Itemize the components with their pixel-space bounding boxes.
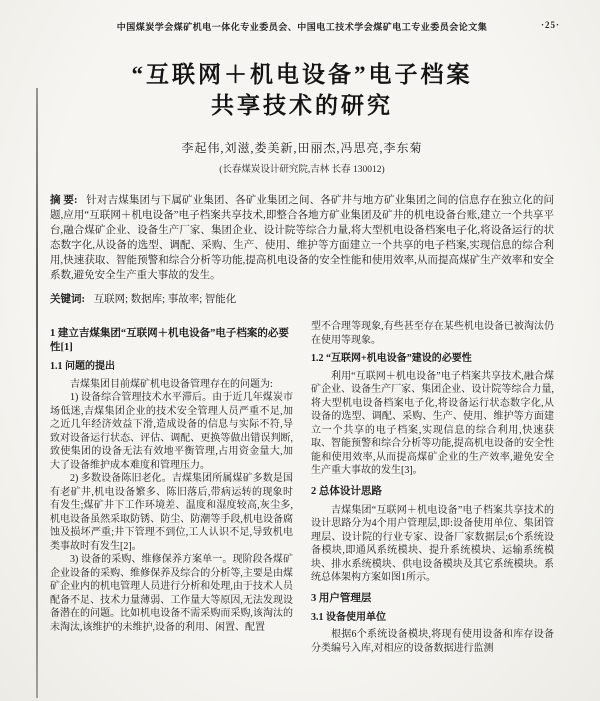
- paper-title-line-1: “互联网＋机电设备”电子档案: [131, 62, 473, 87]
- keywords-text: 互联网; 数据库; 事故率; 智能化: [93, 294, 237, 305]
- paragraph: 根据6个系统设备模块,将现有使用设备和库存设备分类编号入库,对相应的设备数据进行监测: [311, 629, 554, 654]
- right-column: [311, 320, 554, 655]
- section-heading-1-1: 1.1 问题的提出: [50, 361, 115, 372]
- paragraph-continued: 型不合理等现象,有些甚至存在某些机电设备已被淘汰仍在使用等现象。: [311, 321, 554, 346]
- paragraph: 3) 设备的采购、维修保养方案单一。现阶段各煤矿企业设备的采购、维修保养及综合的分析等,主要是由煤矿企业内的机电管理人员进行分析和处理,由于技术人员配备不足、技术力量薄弱、工作量大等原因,无法发现设备潜在的问题。比如机电设备不需采购而采购,该淘汰的未淘汰,该维护的未维护,设备的利用、闲置、配置: [50, 554, 293, 633]
- paragraph: 2) 多数设备陈旧老化。吉煤集团所属煤矿多数是国有老矿井,机电设备繁多、陈旧落后,带病运转的现象时有发生;煤矿井下工作环境差、温度和湿度较高,灰尘多,机电设备虽然采取防锈、防尘、防潮等手段,机电设备腐蚀及损坏严重;井下管理不到位,工人认识不足,导致机电类事故时有发生[2]。: [50, 473, 293, 552]
- paragraph: 吉煤集团目前煤矿机电设备管理存在的问题为:: [70, 378, 273, 390]
- scan-artifact-line: [36, 88, 38, 698]
- abstract-block: [50, 193, 554, 283]
- affiliation-line: (长春煤炭设计研究院,吉林 长春 130012): [219, 165, 385, 175]
- paper-title-line-2: 共享技术的研究: [211, 93, 393, 118]
- paragraph: 1) 设备综合管理技术水平滞后。由于近几年煤炭市场低迷,吉煤集团企业的技术安全管理人员严重不足,加之近几年经济效益下滑,造成设备的信息与实际不符,导致对设备运行状态、评估、调配、更换等做出错误判断,致使集团的设备无法有效地平衡管理,占用资金量大,加大了设备维护成本难度和管理压力。: [50, 392, 293, 471]
- section-heading-3-1: 3.1 设备使用单位: [311, 611, 386, 623]
- keywords-label: 关键词:: [50, 294, 85, 305]
- authors-line: 李起伟,刘滋,娄美新,田丽杰,冯思亮,李东菊: [181, 141, 423, 155]
- section-heading-2: 2 总体设计思路: [311, 485, 382, 497]
- section-heading-1: 1 建立吉煤集团“互联网＋机电设备”电子档案的必要性[1]: [50, 328, 289, 353]
- section-heading-1-2: 1.2 “互联网+机电设备”建设的必要性: [311, 353, 472, 364]
- page-header: [50, 20, 560, 33]
- keywords-block: [50, 292, 554, 307]
- section-heading-3: 3 用户管理层: [311, 592, 372, 604]
- page-number: ·25·: [540, 20, 560, 30]
- abstract-text: 针对吉煤集团与下属矿业集团、各矿业集团之间、各矿井与地方矿业集团之间的信息存在独立化的问题,应用“互联网＋机电设备”电子档案共享技术,即整合各地方矿业集团及矿井的机电设备台账,建立一个共享平台,融合煤矿企业、设备生产厂家、集团企业、设计院等综合力量,将大型机电设备档案电子化,将设备运行的状态数字化,从设备的选型、调配、采购、生产、使用、维护等方面建立一个共享的电子档案,实现信息的综合利用,快速获取、智能预警和综合分析等功能,提高机电设备的安全性能和使用效率,从而提高煤矿生产效率和安全系数,避免安全生产重大事故的发生。: [50, 195, 555, 281]
- body-columns: [50, 320, 554, 655]
- left-column: [50, 320, 293, 655]
- paragraph: 利用“互联网＋机电设备”电子档案共享技术,融合煤矿企业、设备生产厂家、集团企业、设计院等综合力量,将大型机电设备档案电子化,将设备运行状态数字化,从设备的选型、调配、采购、生产、使用、维护等方面建立一个共享的电子档案,实现信息的综合利用,快速获取、智能预警和综合分析等功能,提高机电设备的安全性能和使用效率,从而提高煤矿企业的生产效率,避免安全生产重大事故的发生[3]。: [311, 370, 554, 476]
- paper-title: [50, 59, 554, 121]
- proceedings-title: 中国煤炭学会煤矿机电一体化专业委员会、中国电工技术学会煤矿电工专业委员会论文集: [116, 22, 488, 32]
- abstract-label: 摘 要:: [50, 195, 78, 206]
- paragraph: 吉煤集团“互联网＋机电设备”电子档案共享技术的设计思路分为4个用户管理层,即:设备使用单位、集团管理层、设计院的行业专家、设备厂家数据层;6个系统设备模块,即通风系统模块、提升系统模块、运输系统模块、排水系统模块、供电设备模块及其它系统模块。系统总体架构方案如图1所示。: [311, 504, 554, 583]
